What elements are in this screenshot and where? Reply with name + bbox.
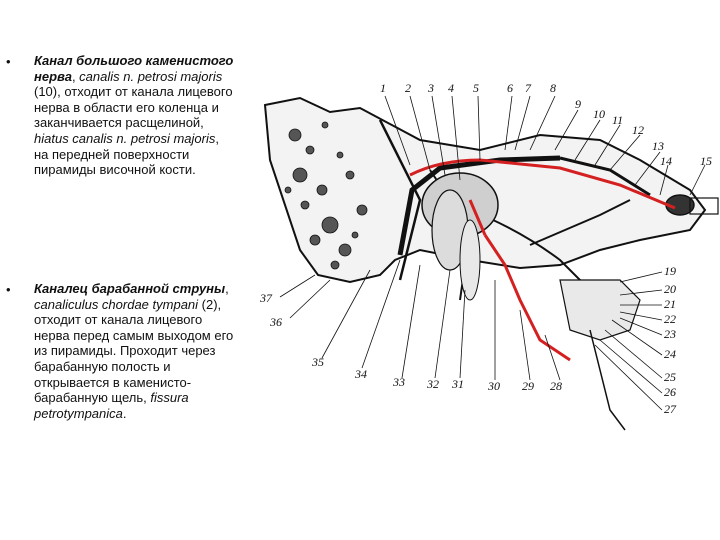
figure-label: 19 — [664, 264, 676, 278]
figure-label: 11 — [612, 113, 624, 127]
figure-label: 1 — [380, 81, 386, 95]
bullet-text-chorda-tympani-canal: Каналец барабанной струны, canaliculus chordae tympani (2), отходит от канала лицевого нерва перед самым выходом его из пирамиды. Проходит через барабанную полость и открывается в каменисто-барабанную щель, fissura petrotympanica. — [34, 281, 234, 421]
figure-label: 25 — [664, 370, 676, 384]
figure-label: 14 — [660, 154, 672, 168]
figure-label: 23 — [664, 327, 676, 341]
latin-term: canaliculus chordae tympani — [34, 296, 199, 312]
figure-label: 6 — [507, 81, 513, 95]
description: (2), отходит от канала лицевого нерва перед самым выходом его из пирамиды. Проходит через барабанную полость и открывается в каменисто-барабанную щель, — [34, 296, 234, 406]
figure-label: 35 — [312, 355, 324, 369]
figure-label: 34 — [355, 367, 367, 381]
figure-label: 27 — [664, 402, 676, 416]
figure-label: 24 — [664, 347, 676, 361]
figure-label: 33 — [393, 375, 405, 389]
figure-label: 15 — [700, 154, 712, 168]
figure-label: 8 — [550, 81, 556, 95]
figure-label: 7 — [525, 81, 531, 95]
figure-label: 4 — [448, 81, 454, 95]
bullet-marker: • — [6, 282, 11, 297]
figure-label: 26 — [664, 385, 676, 399]
figure-label: 36 — [270, 315, 282, 329]
figure-label: 37 — [260, 291, 272, 305]
latin-term: fissura petrotympanica — [34, 390, 189, 421]
description: (10), отходит от канала лицевого нерва в области его коленца и заканчивается расщелиной, — [34, 84, 233, 131]
bullet-text-greater-petrosal-canal: Канал большого каменистого нерва, canalis n. petrosi majoris (10), отходит от канала лицевого нерва в области его коленца и заканчивается расщелиной, hiatus canalis n. petrosi majoris, на передней поверхности пирамиды височной кости. — [34, 53, 234, 178]
figure-label: 29 — [522, 379, 534, 393]
figure-label: 5 — [473, 81, 479, 95]
figure-label: 31 — [452, 377, 464, 391]
term-heading: Каналец барабанной струны — [34, 281, 226, 296]
latin-term: hiatus canalis n. petrosi majoris — [34, 130, 216, 146]
term-heading: Канал большого каменистого нерва — [34, 53, 234, 84]
figure-label: 13 — [652, 139, 664, 153]
figure-label: 10 — [593, 107, 605, 121]
figure-label: 30 — [488, 379, 500, 393]
figure-label: 21 — [664, 297, 676, 311]
figure-label: 12 — [632, 123, 644, 137]
figure-label: 22 — [664, 312, 676, 326]
figure-label: 2 — [405, 81, 411, 95]
figure-label: 3 — [428, 81, 434, 95]
bullet-marker: • — [6, 54, 11, 69]
figure-label: 28 — [550, 379, 562, 393]
latin-term: canalis n. petrosi majoris — [79, 68, 223, 84]
figure-label: 32 — [427, 377, 439, 391]
figure-label: 9 — [575, 97, 581, 111]
figure-label: 20 — [664, 282, 676, 296]
temporal-bone-illustration — [255, 78, 720, 438]
